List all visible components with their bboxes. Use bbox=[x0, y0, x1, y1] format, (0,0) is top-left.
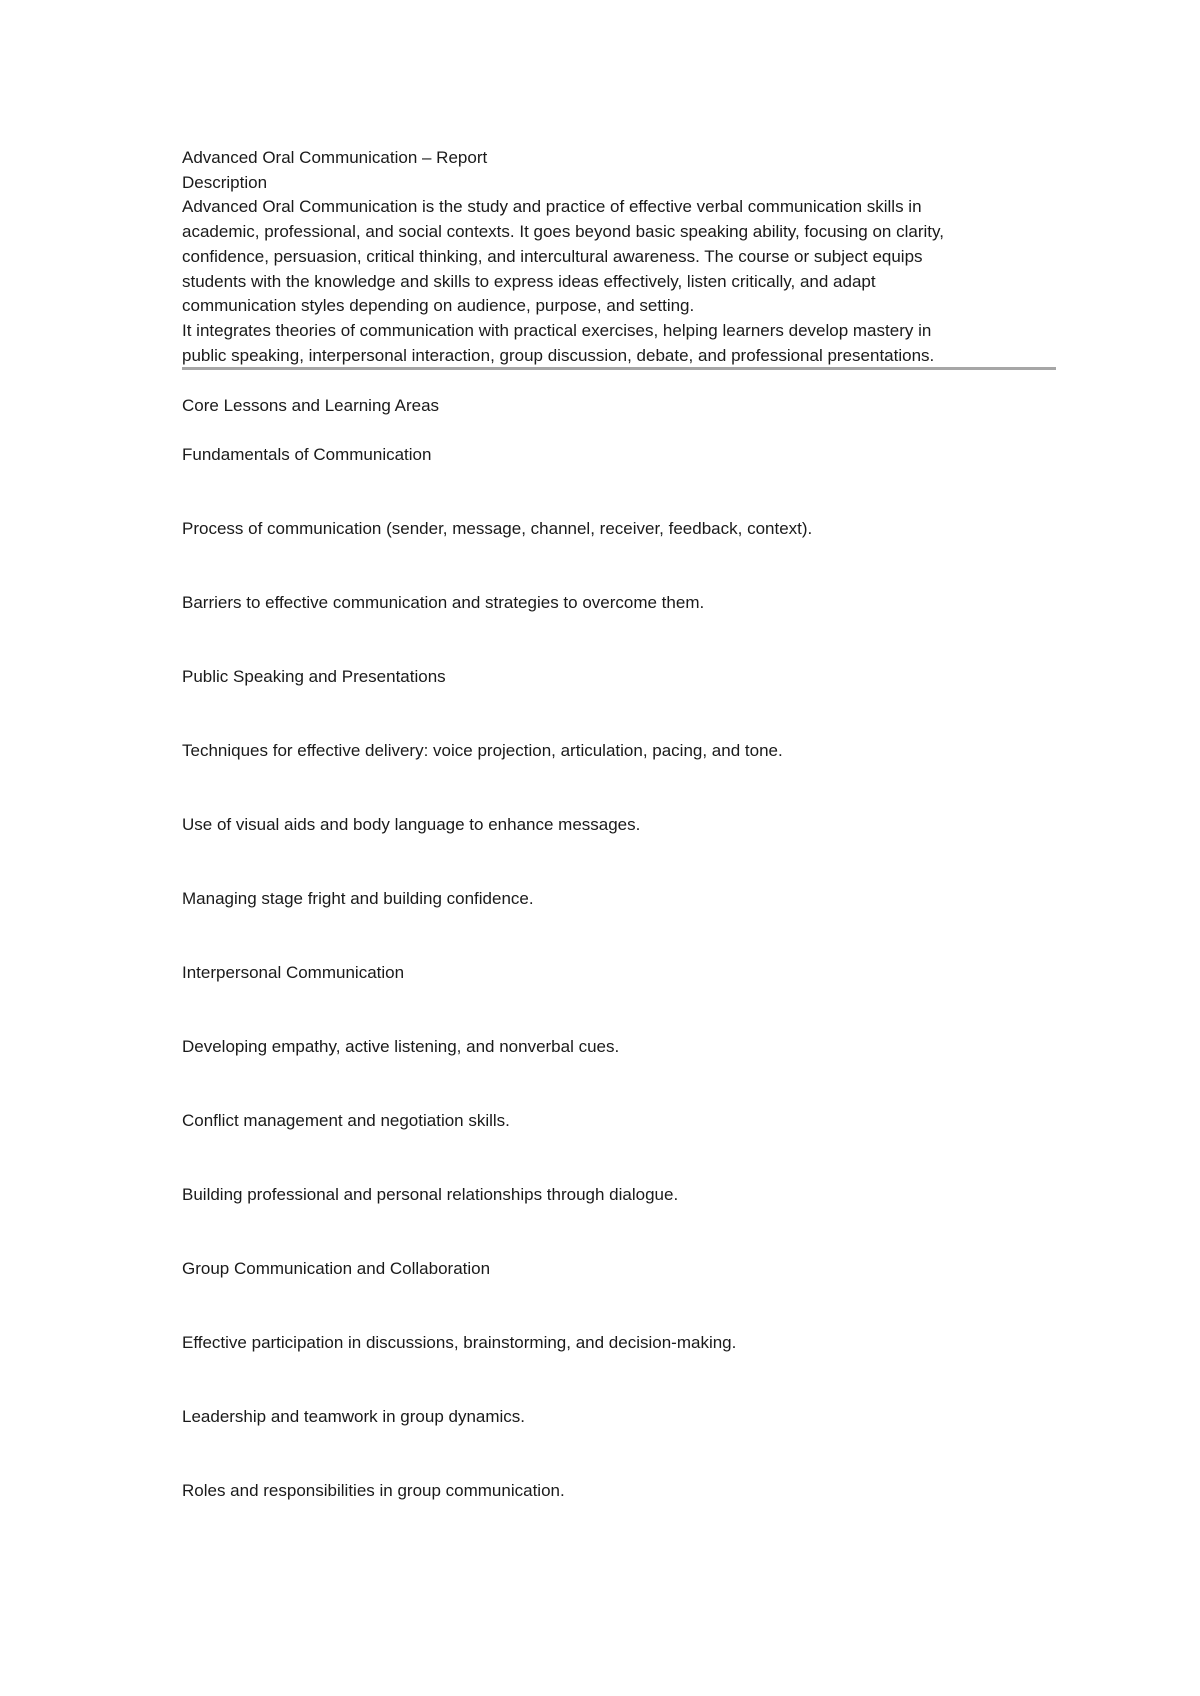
description-line: public speaking, interpersonal interaction, group discussion, debate, and professional presentations. bbox=[182, 345, 935, 365]
lesson-item: Developing empathy, active listening, and nonverbal cues. bbox=[182, 1037, 620, 1056]
description-line: Advanced Oral Communication is the study and practice of effective verbal communication skills in bbox=[182, 197, 922, 217]
lesson-item: Roles and responsibilities in group communication. bbox=[182, 1481, 565, 1500]
horizontal-divider bbox=[182, 367, 1056, 370]
lesson-item: Barriers to effective communication and strategies to overcome them. bbox=[182, 593, 705, 612]
section-heading-fundamentals: Fundamentals of Communication bbox=[182, 445, 432, 464]
lesson-item: Use of visual aids and body language to enhance messages. bbox=[182, 815, 641, 834]
document-header bbox=[182, 146, 1062, 368]
description-line: students with the knowledge and skills to express ideas effectively, listen critically, and adapt bbox=[182, 271, 876, 291]
description-heading: Description bbox=[182, 172, 268, 192]
lesson-item: Techniques for effective delivery: voice projection, articulation, pacing, and tone. bbox=[182, 741, 783, 760]
core-heading: Core Lessons and Learning Areas bbox=[182, 396, 440, 415]
lesson-item: Effective participation in discussions, brainstorming, and decision-making. bbox=[182, 1333, 737, 1352]
document-title: Advanced Oral Communication – Report bbox=[182, 148, 488, 167]
description-line: academic, professional, and social contexts. It goes beyond basic speaking ability, focusing on clarity, bbox=[182, 222, 944, 242]
lesson-item: Building professional and personal relationships through dialogue. bbox=[182, 1185, 679, 1204]
description-line: confidence, persuasion, critical thinking, and intercultural awareness. The course or subject equips bbox=[182, 246, 923, 266]
section-heading-interpersonal: Interpersonal Communication bbox=[182, 963, 405, 982]
lesson-item: Conflict management and negotiation skills. bbox=[182, 1111, 510, 1130]
lesson-item: Managing stage fright and building confidence. bbox=[182, 889, 534, 908]
lesson-item: Leadership and teamwork in group dynamics. bbox=[182, 1407, 526, 1426]
description-line: communication styles depending on audience, purpose, and setting. bbox=[182, 296, 695, 316]
section-heading-group: Group Communication and Collaboration bbox=[182, 1259, 491, 1278]
description-line: It integrates theories of communication with practical exercises, helping learners develop mastery in bbox=[182, 320, 932, 340]
lesson-item: Process of communication (sender, message, channel, receiver, feedback, context). bbox=[182, 519, 813, 538]
section-heading-public-speaking: Public Speaking and Presentations bbox=[182, 667, 446, 686]
